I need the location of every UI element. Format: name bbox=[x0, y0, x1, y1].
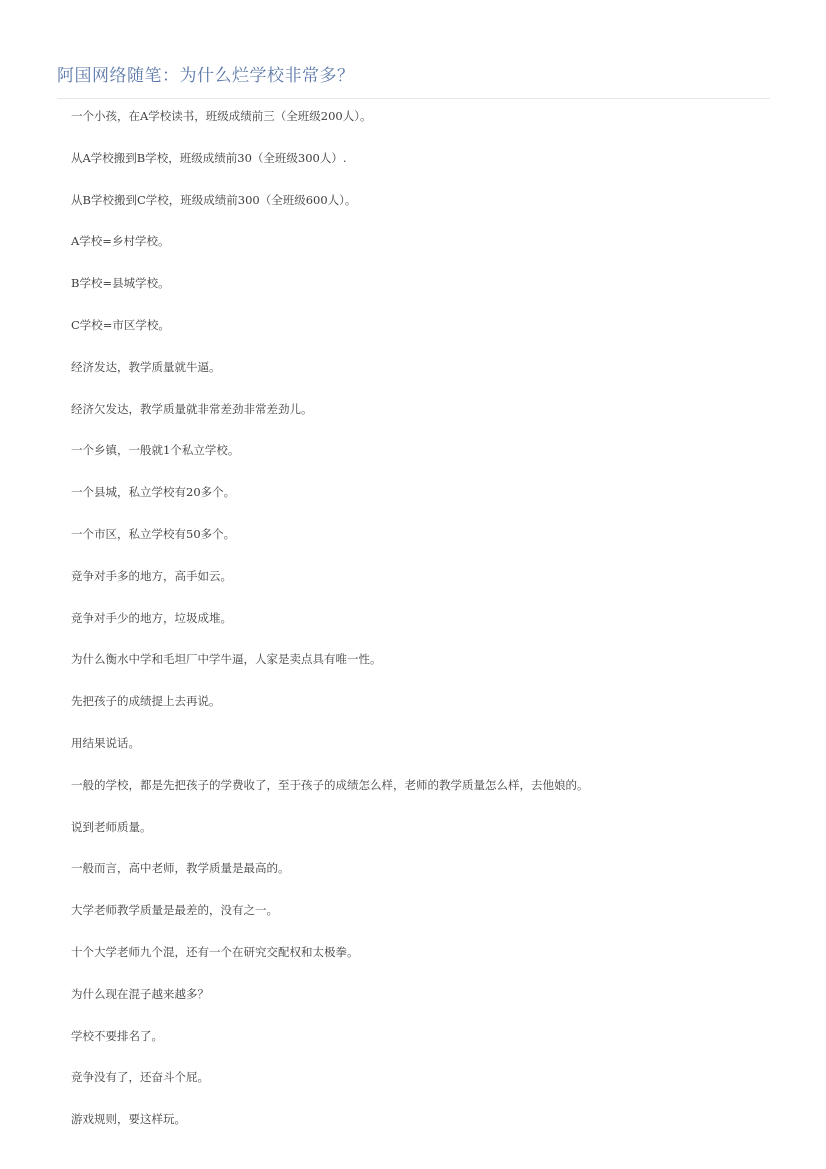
paragraph: 竞争对手少的地方，垃圾成堆。 bbox=[71, 610, 232, 625]
paragraph: 十个大学老师九个混，还有一个在研究交配权和太极拳。 bbox=[71, 944, 359, 959]
paragraph: 用结果说话。 bbox=[71, 735, 140, 750]
paragraph: 先把孩子的成绩提上去再说。 bbox=[71, 694, 221, 709]
paragraph: 一般而言，高中老师，教学质量是最高的。 bbox=[71, 861, 290, 876]
paragraph: 竞争对手多的地方，高手如云。 bbox=[71, 568, 232, 583]
paragraph: 经济欠发达，教学质量就非常差劲非常差劲儿。 bbox=[71, 401, 313, 416]
paragraph: A学校=乡村学校。 bbox=[71, 234, 170, 249]
title-divider bbox=[57, 98, 770, 99]
paragraph: 游戏规则，要这样玩。 bbox=[71, 1112, 186, 1127]
paragraph: 竞争没有了，还奋斗个屁。 bbox=[71, 1070, 209, 1085]
paragraph: B学校=县城学校。 bbox=[71, 276, 170, 291]
article-body bbox=[71, 106, 771, 1151]
paragraph: 一个小孩，在A学校读书，班级成绩前三（全班级200人）。 bbox=[71, 109, 372, 123]
paragraph: 一个市区，私立学校有50多个。 bbox=[71, 526, 236, 541]
paragraph: 为什么衡水中学和毛坦厂中学牛逼，人家是卖点具有唯一性。 bbox=[71, 652, 382, 667]
paragraph: 一个县城，私立学校有20多个。 bbox=[71, 485, 236, 500]
paragraph: 学校不要排名了。 bbox=[71, 1028, 163, 1043]
paragraph: 一般的学校，都是先把孩子的学费收了，至于孩子的成绩怎么样，老师的教学质量怎么样，去他娘的。 bbox=[71, 777, 589, 792]
paragraph: 从B学校搬到C学校，班级成绩前300（全班级600人）。 bbox=[71, 192, 357, 207]
article-title: 阿国网络随笔：为什么烂学校非常多？ bbox=[57, 66, 355, 86]
paragraph: 为什么现在混子越来越多？ bbox=[71, 986, 209, 1001]
paragraph: 一个乡镇，一般就1个私立学校。 bbox=[71, 443, 240, 458]
paragraph: 大学老师教学质量是最差的，没有之一。 bbox=[71, 903, 278, 918]
paragraph: 经济发达，教学质量就牛逼。 bbox=[71, 359, 221, 374]
paragraph: 说到老师质量。 bbox=[71, 819, 152, 834]
paragraph: C学校=市区学校。 bbox=[71, 317, 170, 332]
paragraph: 从A学校搬到B学校，班级成绩前30（全班级300人）. bbox=[71, 150, 347, 165]
